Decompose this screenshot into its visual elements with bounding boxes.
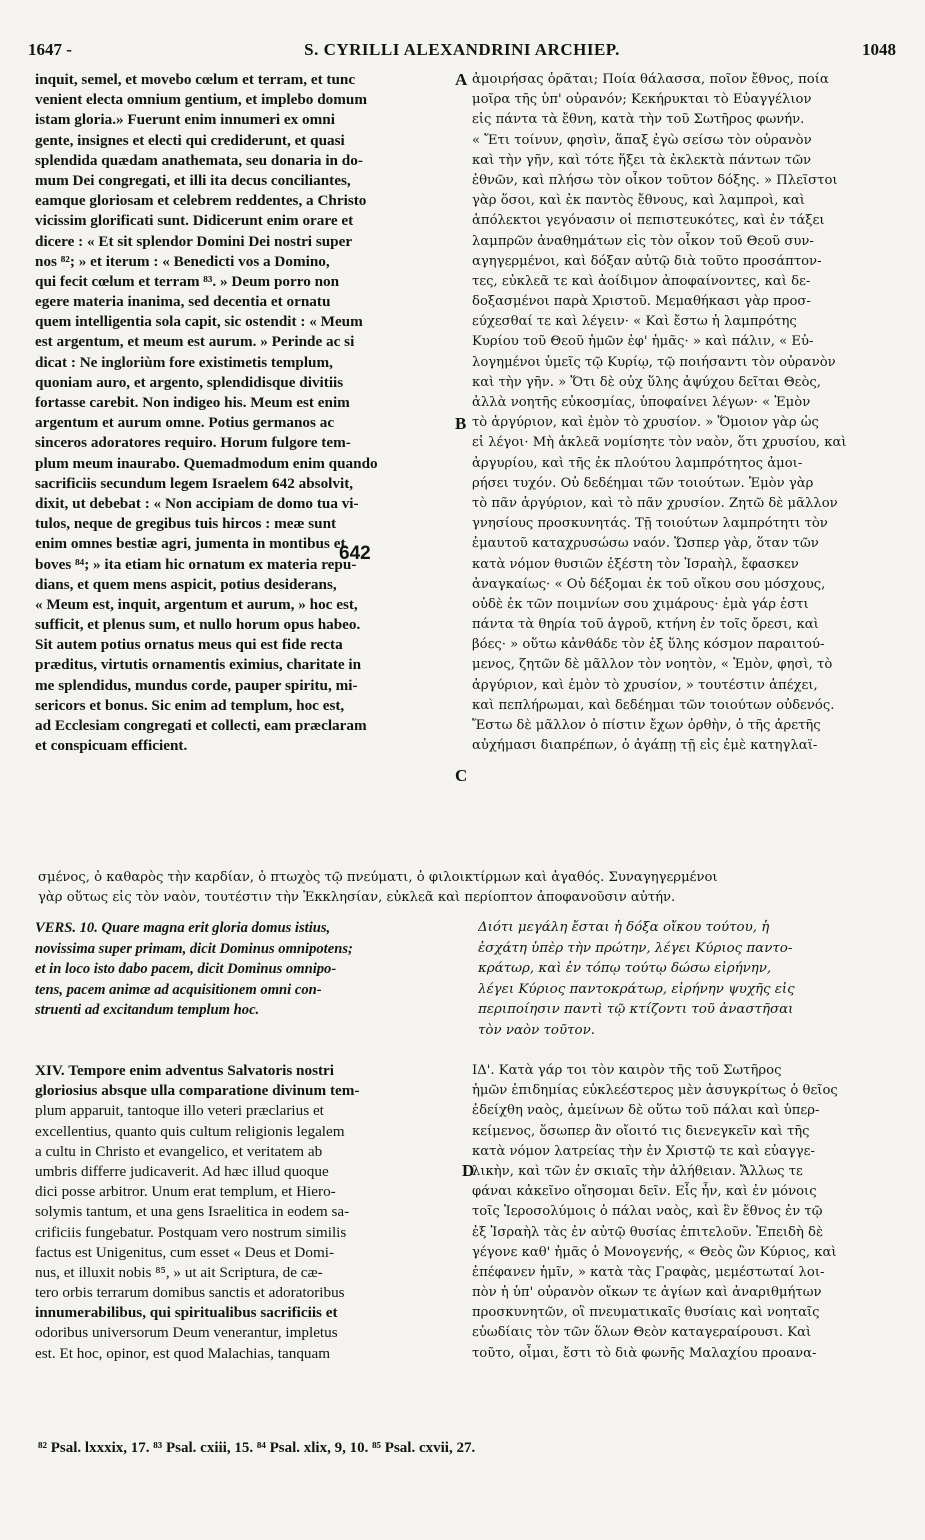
- text-line: αγηγερμένοι, καὶ δόξαν αὐτῷ διὰ τοῦτο προσάπτον-: [472, 253, 822, 269]
- text-line: innumerabilibus, qui spiritualibus sacrificiis et: [35, 1304, 338, 1322]
- greek-full-width-continuation: [38, 868, 898, 908]
- text-line: εὐωδίαις τὸν τῶν ὅλων Θεὸν καταγεραίρουσι. Καὶ: [472, 1325, 812, 1341]
- text-line: τὸ πᾶν ἀργύριον, καὶ τὸ πᾶν χρυσίον. Ζητῶ δὲ μᾶλλον: [472, 495, 838, 511]
- text-line: εἰς πάντα τὰ ἔθνη, κατὰ τὴν τοῦ Σωτῆρος φωνήν.: [472, 112, 805, 128]
- text-line: splendida quædam anathemata, seu donaria in do-: [35, 151, 363, 169]
- text-line: umbris differre judicaverit. Ad hæc illud quoque: [35, 1162, 329, 1180]
- text-line: est. Et hoc, opinor, est quod Malachias, tanquam: [35, 1344, 331, 1362]
- text-line: Κυρίου τοῦ Θεοῦ ἡμῶν ἐφ' ἡμᾶς· » καὶ πάλιν, « Εὐ-: [472, 334, 814, 350]
- text-line: λέγει Κύριος παντοκράτωρ, εἰρήνην ψυχῆς εἰς: [478, 981, 795, 997]
- text-line: gente, insignes et electi qui crediderunt, et quasi: [35, 131, 345, 149]
- text-line: sacrificiis secundum legem Israelem 642 absolvit,: [35, 474, 354, 492]
- text-line: nos ⁸²; » et iterum : « Benedicti vos a Domino,: [35, 252, 330, 270]
- text-line: enim omnes bestiæ agri, jumenta in montibus et: [35, 535, 346, 553]
- text-line: Sit autem potius ornatus meus qui est fide recta: [35, 636, 343, 654]
- text-line: crificiis fungebatur. Postquam vero nostrum similis: [35, 1223, 347, 1241]
- text-line: venient electa omnium gentium, et implebo domum: [35, 91, 367, 109]
- text-line: ἐσχάτη ὑπὲρ τὴν πρώτην, λέγει Κύριος παντο-: [478, 940, 793, 956]
- text-line: ἀργυρίου, καὶ τῆς ἐκ πλούτου λαμπρότητος ἀμοι-: [472, 455, 803, 471]
- greek-column-top: [472, 70, 898, 756]
- text-line: ἀργύριον, καὶ ἐμὸν τὸ χρυσίον, » τουτέστιν ἀπέχει,: [472, 677, 818, 693]
- text-line: dici posse arbitror. Unum erat templum, et Hiero-: [35, 1183, 336, 1201]
- text-line: Διότι μεγάλη ἔσται ἡ δόξα οἴκου τούτου, ἡ: [478, 920, 770, 935]
- text-line: « Ἔτι τοίνυν, φησὶν, ἅπαξ ἐγὼ σείσω τὸν οὐρανὸν: [472, 132, 812, 148]
- page-number-left: 1647 -: [28, 40, 72, 59]
- text-line: βόες· » οὕτω κἀνθάδε τὸν ἐξ ὕλης κόσμον παραιτού-: [472, 637, 825, 653]
- text-line: gloriosius absque ulla comparatione divinum tem-: [35, 1082, 360, 1100]
- text-line: ἀναγκαίως· « Οὐ δέξομαι ἐκ τοῦ οἴκου σου μόσχους,: [472, 576, 826, 592]
- text-line: φάναι κἀκεῖνο οἴησομαι δεῖν. Εἷς ἦν, καὶ ἐν μόνοις: [472, 1184, 817, 1200]
- text-line: dixit, ut debebat : « Non accipiam de domo tua vi-: [35, 494, 359, 512]
- text-line: ἐδείχθη ναὸς, ἀμείνων δὲ οὕτω τοῦ πάλαι καὶ ὑπερ-: [472, 1103, 820, 1119]
- page-header: [28, 40, 896, 64]
- text-line: ἡμῶν ἐπιδημίας εὐκλεέστερος μὲν ἀσυγκρίτως ὁ θεῖος: [472, 1083, 838, 1099]
- text-line: ΙΔ'. Κατὰ γάρ τοι τὸν καιρὸν τῆς τοῦ Σωτῆρος: [472, 1063, 782, 1078]
- text-line: ἐθνῶν, καὶ πλήσω τὸν οἶκον τοῦτον δόξης. » Πλεῖστοι: [472, 172, 838, 188]
- text-line: odoribus universorum Deum venerantur, impletus: [35, 1324, 338, 1342]
- text-line: factus est Unigenitus, cum esset « Deus et Domi-: [35, 1243, 335, 1261]
- text-line: τες, εὐκλεᾶ τε καὶ ἀοίδιμον ἀποφαίνοντες, καὶ δε-: [472, 273, 811, 289]
- text-line: καὶ τὴν γῆν. » Ὅτι δὲ οὐχ ὕλης ἀψύχου δεῖται Θεὸς,: [472, 374, 821, 390]
- text-line: ἐμαυτοῦ καταχρυσώσω ναόν. Ὥσπερ γὰρ, ὅταν τῶν: [472, 536, 819, 552]
- text-line: et in loco isto dabo pacem, dicit Dominus omnipo-: [35, 961, 337, 977]
- text-line: γὰρ ὅσοι, καὶ ἐκ παντὸς ἔθνους, καὶ λαμπροὶ, καὶ: [472, 193, 805, 209]
- text-line: XIV. Tempore enim adventus Salvatoris nostri: [35, 1062, 335, 1079]
- text-line: γέγονε καθ' ἡμᾶς ὁ Μονογενής, « Θεὸς ὢν Κύριος, καὶ: [472, 1244, 837, 1260]
- text-line: eamque gloriosam et celebrem reddentes, a Christo: [35, 192, 367, 210]
- text-line: κράτωρ, καὶ ἐν τόπῳ τούτῳ δώσω εἰρήνην,: [478, 961, 772, 976]
- text-line: τοῖς Ἱεροσολύμοις ὁ πάλαι ναὸς, καὶ ἓν ἔθνος ἐν τῷ: [472, 1204, 823, 1220]
- text-line: γὰρ οὕτως εἰς τὸν ναὸν, τουτέστιν τὴν Ἐκκλησίαν, εὐκλεᾶ καὶ περίοπτον ἀποφανοῦσιν αὐτήν.: [38, 890, 676, 905]
- text-line: tulos, neque de gregibus tuis hircos : meæ sunt: [35, 515, 337, 533]
- text-line: πάντα τὰ θηρία τοῦ ἀγροῦ, κτήνη ἐν τοῖς ὄρεσι, καὶ: [472, 617, 819, 633]
- verse-greek: [478, 918, 898, 1041]
- text-line: αὐχήμασι διαπρέπων, ὁ ἀγάπῃ τῇ εἰς ἐμὲ κατηγλαϊ-: [472, 738, 818, 754]
- text-line: quem intelligentia sola capit, sic ostendit : « Meum: [35, 313, 363, 331]
- text-line: ἐξ Ἰσραὴλ τὰς ἐν αὐτῷ θυσίας ἐπιτελοῦν. Ἐπειδὴ δὲ: [472, 1224, 824, 1240]
- text-line: præditus, virtutis ornamentis eximius, charitate in: [35, 656, 362, 674]
- running-title: S. CYRILLI ALEXANDRINI ARCHIEP.: [304, 40, 620, 59]
- margin-letter-c: C: [455, 766, 468, 785]
- text-line: vicissim glorificati sunt. Didicerunt enim orare et: [35, 212, 354, 230]
- text-line: λικὴν, καὶ τῶν ἐν σκιαῖς τὴν ἀλήθειαν. Ἄλλως τε: [472, 1163, 803, 1179]
- text-line: qui fecit cœlum et terram ⁸³. » Deum porro non: [35, 272, 340, 290]
- text-line: Ἔστω δὲ μᾶλλον ὁ πίστιν ἔχων ὀρθὴν, ὁ τῆς ἀρετῆς: [472, 718, 821, 733]
- text-line: argentum et aurum omne. Potius germanos ac: [35, 414, 335, 432]
- latin-column-bottom: [35, 1061, 460, 1364]
- text-line: ad Ecclesiam congregati et collecti, eam præclaram: [35, 717, 367, 734]
- text-line: a cultu in Christo et evangelico, et veritatem ab: [35, 1142, 323, 1160]
- page-number-right: 1048: [862, 40, 896, 59]
- text-line: quoniam auro, et argento, splendidisque divitiis: [35, 373, 344, 391]
- text-line: solymis tantum, et una gens Israelitica in eodem sa-: [35, 1203, 350, 1221]
- text-line: boves ⁸⁴; » ita etiam hic ornatum ex materia repu-: [35, 555, 357, 573]
- text-line: περιποίησιν παντὶ τῷ κτίζοντι τοῦ ἀναστῆσαι: [478, 1002, 794, 1017]
- text-line: κατὰ νόμον λατρείας τὴν ἐν Χριστῷ τε καὶ εὐαγγε-: [472, 1143, 815, 1159]
- text-line: « Meum est, inquit, argentum et aurum, » hoc est,: [35, 595, 358, 613]
- text-line: novissima super primam, dicit Dominus omnipotens;: [35, 940, 353, 957]
- greek-column-bottom: [472, 1061, 898, 1364]
- latin-column-top: [35, 70, 460, 756]
- text-line: tero orbis terrarum domibus sanctis et adoratoribus: [35, 1284, 345, 1302]
- text-line: προσκυνητῶν, οἳ πνευματικαῖς θυσίαις καὶ νοηταῖς: [472, 1305, 820, 1321]
- text-line: egere materia inanima, sed decentia et ornatu: [35, 293, 331, 311]
- text-line: mum Dei congregati, et illi ita decus conciliantes,: [35, 171, 351, 189]
- text-line: dicat : Ne ingloriùm fore existimetis templum,: [35, 353, 333, 371]
- margin-letter-b: B: [455, 414, 467, 433]
- text-line: dians, et quem mens aspicit, potius desiderans,: [35, 575, 337, 593]
- text-line: sufficit, et plenus sum, et nullo horum opus habeo.: [35, 616, 361, 634]
- text-line: σμένος, ὁ καθαρὸς τὴν καρδίαν, ὁ πτωχὸς τῷ πνεύματι, ὁ φιλοικτίρμων καὶ ἀγαθός. Συναγηγερμένοι: [38, 870, 718, 885]
- text-line: ἀμοιρήσας ὁρᾶται; Ποία θάλασσα, ποῖον ἔθνος, ποία: [472, 72, 829, 87]
- text-line: ἐπέφανεν ἡμῖν, » κατὰ τὰς Γραφὰς, μεμέστωταί λοι-: [472, 1264, 825, 1280]
- text-line: μενος, ζητῶν δὲ μᾶλλον τὸν νοητὸν, « Ἐμὸν, φησὶ, τὸ: [472, 657, 833, 673]
- text-line: οὐδὲ ἐκ τῶν ποιμνίων σου χιμάρους· ἐμὰ γάρ ἐστι: [472, 596, 809, 612]
- text-line: εἰ λέγοι· Μὴ ἀκλεᾶ νομίσητε τὸν ναὸν, ὅτι χρυσίου, καὶ: [472, 435, 847, 451]
- text-line: nus, et illuxit nobis ⁸⁵, » ut ait Scriptura, de cæ-: [35, 1263, 323, 1281]
- text-line: sericors et bonus. Sic enim ad templum, hoc est,: [35, 696, 345, 714]
- text-line: dicere : « Et sit splendor Domini Dei nostri super: [35, 232, 353, 250]
- text-line: κατὰ νόμον θυσιῶν ἐξέστη τὸν Ἰσραὴλ, ἔφασκεν: [472, 556, 799, 572]
- text-line: λαμπρῶν ἀναθημάτων εἰς τὸν οἶκον τοῦ Θεοῦ συν-: [472, 233, 814, 249]
- text-line: est argentum, et meum est aurum. » Perinde ac si: [35, 333, 355, 351]
- text-line: τὸν ναὸν τοῦτον.: [478, 1022, 595, 1038]
- text-line: κείμενος, ὅσωπερ ἂν οἴοιτό τις διενεγκεῖν καὶ τῆς: [472, 1123, 810, 1139]
- text-line: tens, pacem animæ ad acquisitionem omni con-: [35, 981, 322, 998]
- text-line: sinceros adoratores requiro. Horum fulgore tem-: [35, 434, 351, 452]
- text-line: ἀλλὰ νοητῆς εὐκοσμίας, ὑποφαίνει λέγων· « Ἐμὸν: [472, 395, 811, 410]
- text-line: τοῦτο, οἶμαι, ἔστι τὸ διὰ φωνῆς Μαλαχίου προανα-: [472, 1345, 817, 1361]
- text-line: μοῖρα τῆς ὑπ' οὐρανόν; Κεκήρυκται τὸ Εὐαγγέλιον: [472, 92, 812, 108]
- text-line: καὶ τὴν γῆν, καὶ τότε ἥξει τὰ ἐκλεκτὰ πάντων τῶν: [472, 152, 811, 168]
- text-line: γνησίους προσκυνητάς. Τῇ τοιούτων λαμπρότητι τὸν: [472, 516, 828, 532]
- text-line: inquit, semel, et movebo cœlum et terram, et tunc: [35, 71, 356, 88]
- text-line: istam gloria.» Fuerunt enim innumeri ex omni: [35, 111, 335, 129]
- margin-letter-d: D: [462, 1161, 475, 1180]
- text-line: et conspicuam efficient.: [35, 737, 188, 755]
- text-line: δοξασμένοι παρὰ Χριστοῦ. Μεμαθήκασι γὰρ προσ-: [472, 294, 811, 310]
- text-line: plum apparuit, tantoque illo veteri præclarius et: [35, 1102, 324, 1120]
- text-line: λογημένοι ὑμεῖς τῷ Κυρίῳ, τῷ ποιήσαντι τὸν οὐρανὸν: [472, 354, 836, 370]
- text-line: πὸν ἡ ὑπ' οὐρανὸν οἴκων τε ἁγίων καὶ ἀναριθμήτων: [472, 1285, 822, 1301]
- text-line: εύχεσθαί τε καὶ λέγειν· « Καὶ ἔστω ἡ λαμπρότης: [472, 314, 797, 330]
- text-line: τὸ ἀργύριον, καὶ ἐμὸν τὸ χρυσίον. » Ὅμοιον γὰρ ὡς: [472, 415, 819, 431]
- text-line: fortasse carebit. Non indigeo his. Meum est enim: [35, 394, 350, 411]
- text-line: ἀπόλεκτοι γεγόνασιν οἱ πεπιστευκότες, καὶ ἐν τάξει: [472, 213, 825, 229]
- margin-letter-a: A: [455, 70, 468, 89]
- text-line: plum meum inaurabo. Quemadmodum enim quando: [35, 454, 378, 472]
- text-line: me splendidus, mundus corde, pauper spiritu, mi-: [35, 676, 358, 694]
- text-line: ρήσει τυχόν. Οὐ δεδέημαι τῶν τοιούτων. Ἐμὸν γὰρ: [472, 475, 814, 491]
- text-line: excellentius, quanto quis cultum religionis legalem: [35, 1122, 345, 1140]
- verse-latin: [35, 918, 465, 1021]
- text-line: VERS. 10. Quare magna erit gloria domus istius,: [35, 920, 331, 936]
- text-line: καὶ πεπλήρωμαι, καὶ δεδέημαι τῶν τοιούτων οὐδενός.: [472, 697, 835, 713]
- column-number: 642: [339, 543, 371, 564]
- footnotes: ⁸² Psal. lxxxix, 17. ⁸³ Psal. cxiii, 15. ⁸⁴ Psal. xlix, 9, 10. ⁸⁵ Psal. cxvii, 27.: [38, 1440, 476, 1456]
- text-line: struenti ad excitandum templum hoc.: [35, 1002, 260, 1018]
